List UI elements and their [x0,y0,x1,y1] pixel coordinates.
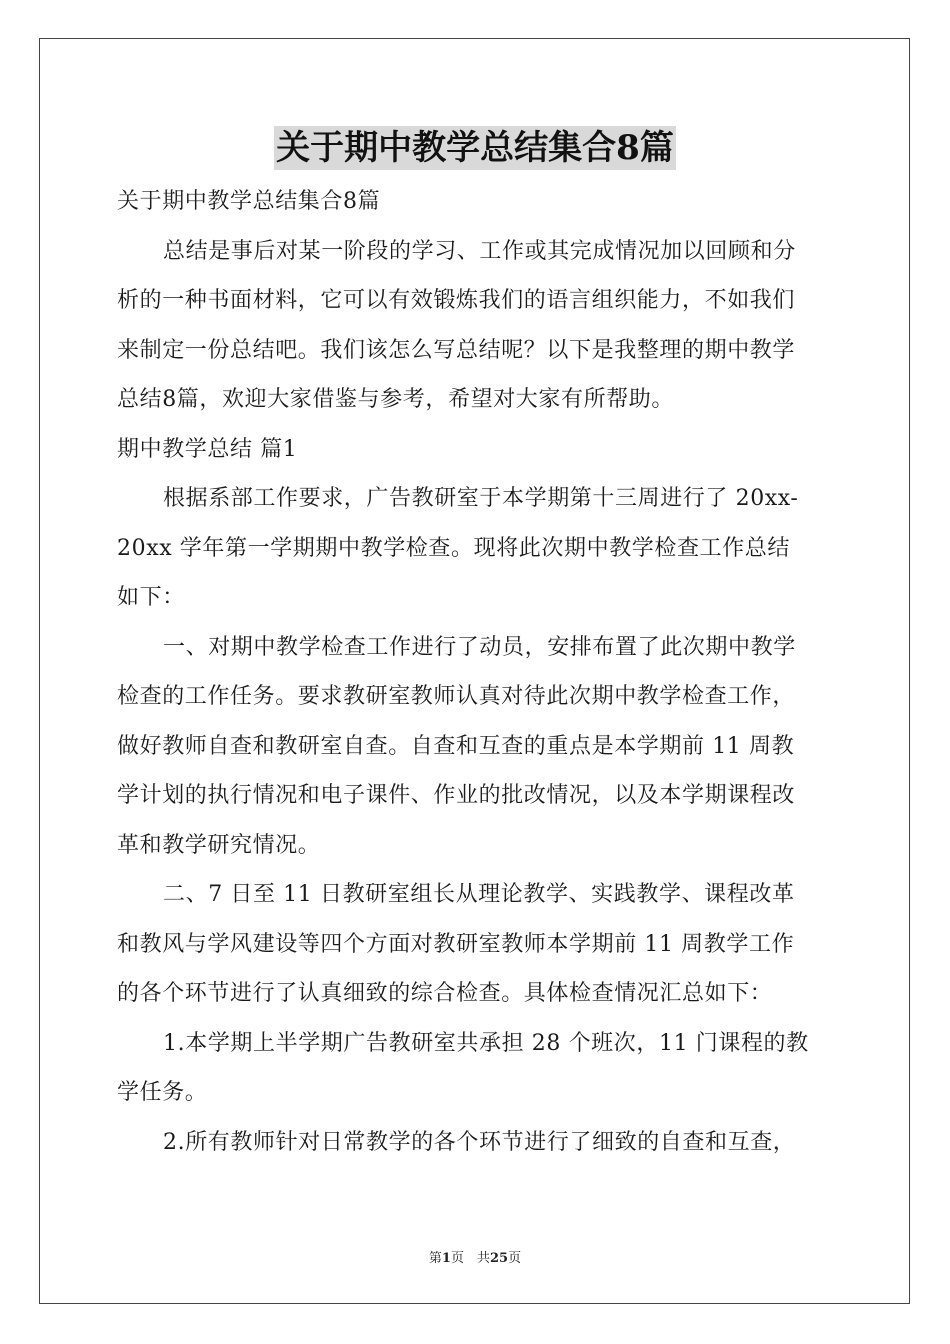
section-heading: 期中教学总结 篇1 [117,436,298,462]
paragraph-line: 析的一种书面材料，它可以有效锻炼我们的语言组织能力，不如我们 [117,288,796,313]
page-footer [0,1247,950,1266]
paragraph-line: 和教风与学风建设等四个方面对教研室教师本学期前 11 周教学工作 [117,931,795,957]
title-block [0,126,950,170]
paragraph-line: 学任务。 [117,1080,208,1105]
paragraph-line: 总结8篇，欢迎大家借鉴与参考，希望对大家有所帮助。 [117,387,674,412]
paragraph-line: 1.本学期上半学期广告教研室共承担 28 个班次，11 门课程的教 [163,1030,809,1056]
paragraph-line: 来制定一份总结吧。我们该怎么写总结呢？以下是我整理的期中教学 [117,337,796,363]
page-total: 25 [489,1251,509,1266]
paragraph-line: 2.所有教师针对日常教学的各个环节进行了细致的自查和互查， [163,1129,796,1155]
paragraph-line: 学计划的执行情况和电子课件、作业的批改情况，以及本学期课程改 [117,783,796,808]
page-current: 1 [441,1251,451,1266]
paragraph-line: 做好教师自查和教研室自查。自查和互查的重点是本学期前 11 周教 [117,733,795,759]
document-title: 关于期中教学总结集合8篇 [276,128,674,168]
paragraph-line: 总结是事后对某一阶段的学习、工作或其完成情况加以回顾和分 [163,238,796,264]
page-suffix: 页 [508,1251,522,1266]
paragraph-line: 20xx 学年第一学期期中教学检查。现将此次期中教学检查工作总结 [117,535,791,561]
paragraph-line: 二、7 日至 11 日教研室组长从理论教学、实践教学、课程改革 [163,882,795,907]
subtitle-line: 关于期中教学总结集合8篇 [117,189,381,214]
paragraph-line: 一、对期中教学检查工作进行了动员，安排布置了此次期中教学 [163,634,796,660]
paragraph-line: 的各个环节进行了认真细致的综合检查。具体检查情况汇总如下： [117,981,773,1006]
page-mid: 页 共 [450,1251,490,1266]
paragraph-line: 如下： [117,585,185,610]
paragraph-line: 检查的工作任务。要求教研室教师认真对待此次期中教学检查工作， [117,684,796,709]
page-prefix: 第 [428,1251,442,1266]
paragraph-line: 根据系部工作要求，广告教研室于本学期第十三周进行了 20xx- [163,486,799,511]
document-body [117,177,835,1167]
paragraph-line: 革和教学研究情况。 [117,832,321,858]
